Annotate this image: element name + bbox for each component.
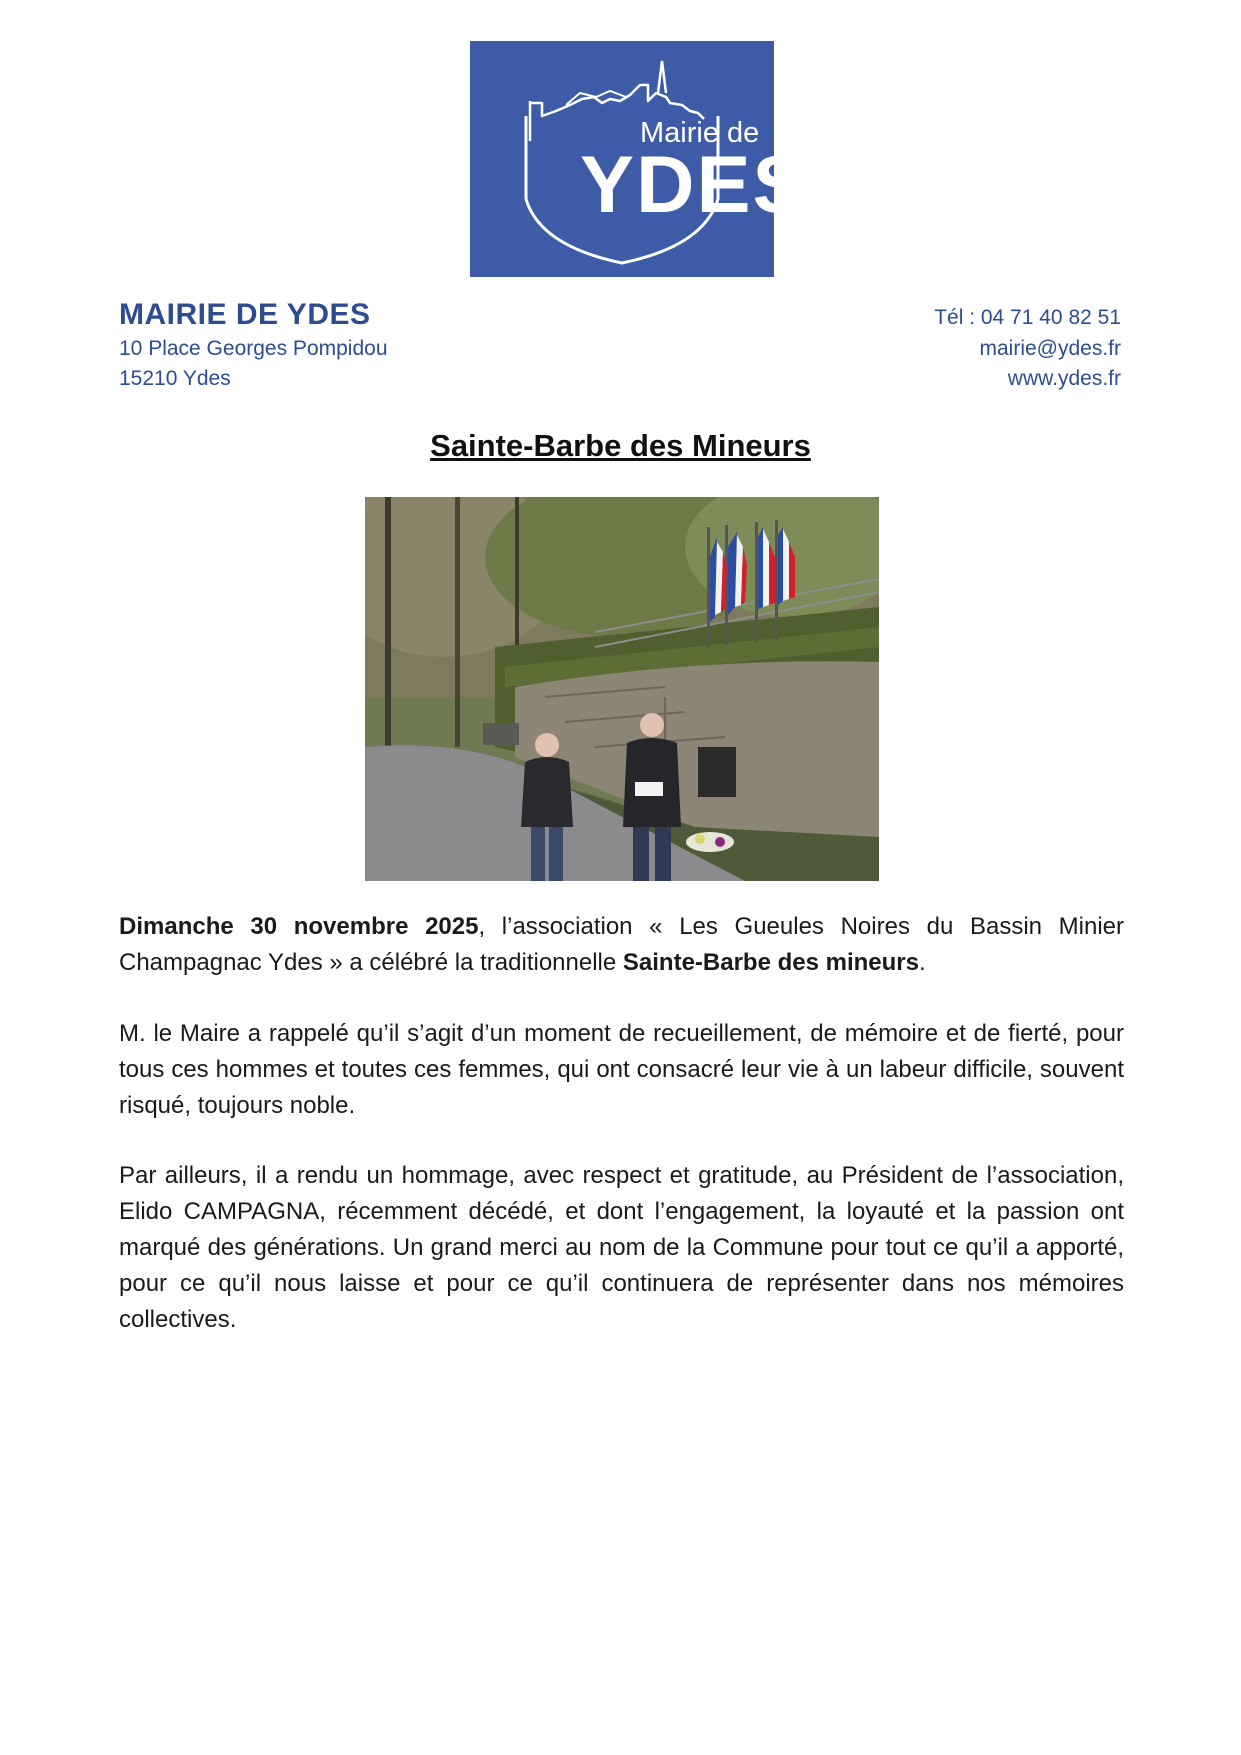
paragraph-1-text-a: , l’association « Les Gueules Noires du Bassin Minier Champagnac Ydes » a célébré la traditionnelle (119, 913, 1124, 976)
paragraph-1 (119, 909, 1124, 981)
org-name: MAIRIE DE YDES (119, 298, 371, 331)
website-link[interactable]: www.ydes.fr (1007, 367, 1121, 390)
page-title: Sainte-Barbe des Mineurs (430, 428, 811, 463)
address-line2: 15210 Ydes (119, 367, 231, 390)
photo-icon (365, 497, 879, 881)
email-link[interactable]: mairie@ydes.fr (979, 337, 1121, 360)
address-line1: 10 Place Georges Pompidou (119, 337, 388, 360)
logo-line1: Mairie de (640, 117, 760, 149)
paragraph-3: Par ailleurs, il a rendu un hommage, avec respect et gratitude, au Président de l’association, Elido CAMPAGNA, récemment décédé, et dont l’engagement, la loyauté et la passion ont marqué des générations. Un grand merci au nom de la Commune pour tout ce qu’il a apporté, pour ce qu’il nous laisse et pour ce qu’il continuera de représenter dans nos mémoires collectives. (119, 1162, 1124, 1333)
event-date: Dimanche 30 novembre 2025 (119, 913, 479, 940)
event-name: Sainte-Barbe des mineurs (622, 949, 919, 976)
paragraph-2: M. le Maire a rappelé qu’il s’agit d’un moment de recueillement, de mémoire et de fierté, pour tous ces hommes et toutes ces femmes, qui ont consacré leur vie à un labeur difficile, souvent risqué, toujours noble. (119, 1020, 1124, 1119)
paragraph-1-text-b: . (919, 949, 926, 976)
phone-number: Tél : 04 71 40 82 51 (934, 306, 1121, 329)
mairie-logo (470, 41, 809, 277)
ceremony-photo (365, 497, 879, 881)
logo-line2: YDES (580, 140, 809, 230)
